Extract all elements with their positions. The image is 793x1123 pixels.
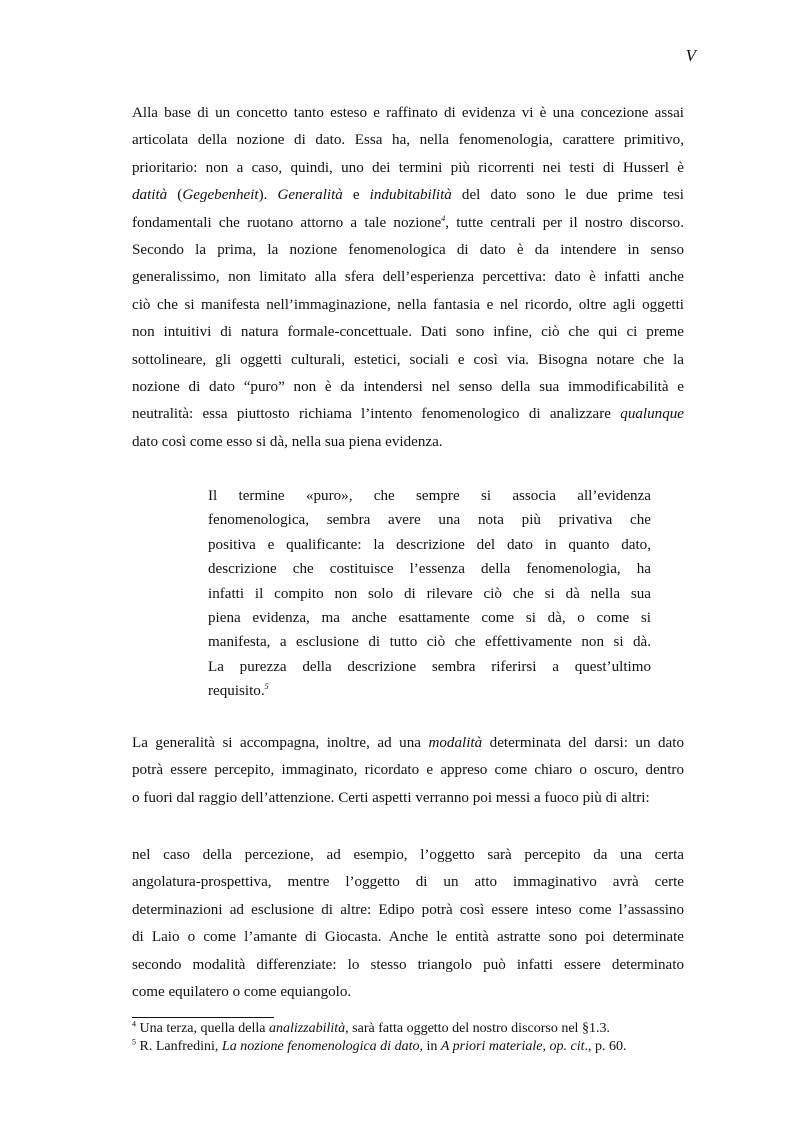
text-line: [132, 182, 684, 209]
text-fragment: (: [167, 187, 183, 204]
text-line: di Laio o come l’amante di Giocasta. Anche le entità astratte sono poi determinate: [132, 929, 684, 946]
quote-line: piena evidenza, ma anche esattamente come si dà, o come si: [208, 610, 651, 627]
text-line: potrà essere percepito, immaginato, ricordato e appreso come chiaro o oscuro, dentro: [132, 762, 684, 779]
text-fragment: fondamentali che ruotano attorno a tale nozione: [132, 214, 442, 231]
text-fragment: ., p. 60.: [584, 1039, 627, 1054]
text-line: articolata della nozione di dato. Essa ha, nella fenomenologia, carattere primitivo,: [132, 132, 684, 149]
quote-line: manifesta, a esclusione di tutto ciò che effettivamente non si dà.: [208, 634, 651, 651]
text-line: secondo modalità differenziate: lo stesso triangolo può infatti essere determinato: [132, 956, 684, 973]
text-fragment: del dato sono le due prime tesi: [451, 187, 684, 204]
term-modalita: modalità: [428, 735, 483, 751]
text-line: non intuitivi di natura formale-concettuale. Dati sono infine, ciò che qui ci preme: [132, 324, 684, 341]
term-gegebenheit: Gegebenheit: [182, 187, 259, 204]
footnote-ref-5[interactable]: 5: [264, 682, 269, 692]
quote-line: La purezza della descrizione sembra riferirsi a quest’ultimo: [208, 658, 651, 675]
quote-line: positiva e qualificante: la descrizione del dato in quanto dato,: [208, 536, 651, 553]
quote-line: fenomenologica, sembra avere una nota più privativa che: [208, 512, 651, 529]
footnote-number: 4: [132, 1019, 136, 1029]
text-line: determinazioni ad esclusione di altre: Edipo potrà così essere inteso come l’assassino: [132, 901, 684, 918]
paragraph-3: [132, 842, 684, 1006]
quote-line: infatti il compito non solo di rilevare ciò che si dà nella sua: [208, 585, 651, 602]
text-line: nozione di dato “puro” non è da intendersi nel senso della sua immodificabilità e: [132, 379, 684, 396]
footnote-number: 5: [132, 1037, 136, 1047]
term-qualunque: qualunque: [620, 406, 684, 423]
text-fragment: analizzabilità: [268, 1021, 346, 1036]
text-line: nel caso della percezione, ad esempio, l’oggetto sarà percepito da una certa: [132, 847, 684, 863]
text-fragment: ).: [258, 187, 278, 204]
text-fragment: neutralità: essa piuttosto richiama l’intento fenomenologico di analizzare: [132, 406, 621, 423]
text-line: angolatura-prospettiva, mentre l’oggetto di un atto immaginativo avrà certe: [132, 874, 684, 891]
term-generalita: Generalità: [277, 187, 343, 204]
text-line: dato così come esso si dà, nella sua piena evidenza.: [132, 433, 443, 450]
text-fragment: e: [342, 187, 370, 204]
text-line: prioritario: non a caso, quindi, uno dei termini più ricorrenti nei testi di Husserl è: [132, 159, 684, 176]
text-fragment: Una terza, quella della: [136, 1021, 269, 1036]
text-fragment: determinata del darsi: un dato: [482, 735, 684, 751]
text-line: generalissimo, non limitato alla sfera dell’esperienza percettiva: dato è infatti anche: [132, 269, 684, 286]
text-line: [132, 401, 684, 428]
text-fragment: , tutte centrali per il nostro discorso.: [445, 214, 684, 231]
text-line: Secondo la prima, la nozione fenomenologica di dato è da intendere in senso: [132, 242, 684, 259]
text-fragment: La generalità si accompagna, inoltre, ad una: [132, 735, 429, 751]
footnote-ref-4[interactable]: 4: [441, 213, 446, 223]
text-line: sottolineare, gli oggetti culturali, estetici, sociali e così via. Bisogna notare che la: [132, 351, 684, 368]
paragraph-2: [132, 730, 684, 812]
text-line: o fuori dal raggio dell’attenzione. Certi aspetti verranno poi messi a fuoco più di altri:: [132, 789, 650, 806]
paragraph-1: [132, 100, 684, 456]
text-fragment: requisito.: [208, 683, 265, 700]
page-number: V: [685, 46, 696, 65]
quote-line: [208, 679, 651, 703]
text-fragment: A priori materiale: [440, 1039, 543, 1054]
quote-line: Il termine «puro», che sempre si associa all’evidenza: [208, 488, 651, 504]
footnotes: [132, 1020, 692, 1056]
term-datita: datità: [132, 187, 168, 204]
text-fragment: La nozione fenomenologica di dato: [221, 1039, 420, 1054]
text-line: Alla base di un concetto tanto esteso e raffinato di evidenza vi è una concezione assai: [132, 105, 684, 121]
block-quote: [208, 484, 651, 704]
text-fragment: op. cit: [549, 1039, 585, 1054]
footnote-4: [132, 1020, 692, 1038]
text-line: come equilatero o come equiangolo.: [132, 984, 352, 1001]
footnote-separator: [132, 1017, 274, 1018]
text-fragment: R. Lanfredini,: [136, 1039, 222, 1054]
text-fragment: , sarà fatta oggetto del nostro discorso nel §1.3.: [345, 1021, 610, 1036]
quote-line: descrizione che costituisce l’essenza della fenomenologia, ha: [208, 561, 651, 578]
term-indubitabilita: indubitabilità: [369, 187, 452, 204]
text-line: ciò che si manifesta nell’immaginazione, nella fantasia e nel ricordo, oltre agli oggetti: [132, 296, 684, 313]
text-line: [132, 210, 684, 237]
text-fragment: ,: [542, 1039, 550, 1054]
text-line: [132, 730, 684, 757]
text-fragment: , in: [419, 1039, 441, 1054]
footnote-5: [132, 1038, 692, 1056]
